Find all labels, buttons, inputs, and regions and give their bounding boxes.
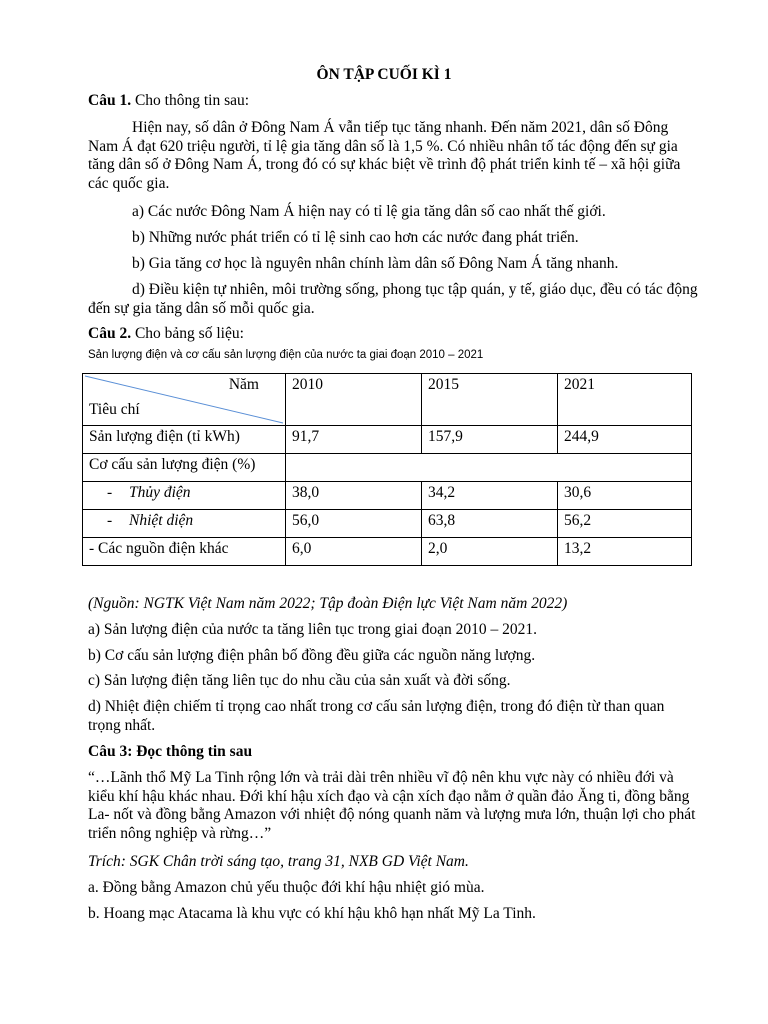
q1-option-b: b) Những nước phát triển có tỉ lệ sinh cao hơn các nước đang phát triển.	[132, 229, 579, 246]
q1-heading	[88, 92, 698, 111]
q1-passage: Hiện nay, số dân ở Đông Nam Á vẫn tiếp tục tăng nhanh. Đến năm 2021, dân số Đông Nam Á đạt 620 triệu người, tỉ lệ gia tăng dân số là 1,5 %. Có nhiều nhân tố tác động đến sự gia tăng dân số ở Đông Nam Á, trong đó có sự khác biệt về trình độ phát triển kinh tế – xã hội giữa các quốc gia.	[88, 119, 681, 192]
table-cell: 6,0	[286, 538, 422, 566]
table-cell: 13,2	[558, 538, 692, 566]
row-label: - Các nguồn điện khác	[83, 538, 286, 566]
q2-option-c: c) Sản lượng điện tăng liên tục do nhu cầu của sản xuất và đời sống.	[88, 672, 511, 689]
q1-option-c: b) Gia tăng cơ học là nguyên nhân chính làm dân số Đông Nam Á tăng nhanh.	[132, 255, 619, 272]
q1-option-d: d) Điều kiện tự nhiên, môi trường sống, phong tục tập quán, y tế, giáo dục, đều có tác động đến sự gia tăng dân số mỗi quốc gia.	[88, 281, 698, 317]
q2-option-a: a) Sản lượng điện của nước ta tăng liên tục trong giai đoạn 2010 – 2021.	[88, 621, 538, 638]
header-year-2010: 2010	[286, 374, 422, 426]
row-label-text: Nhiệt diện	[129, 512, 194, 529]
table-cell: 63,8	[422, 510, 558, 538]
table-row	[83, 538, 692, 566]
page-title: ÔN TẬP CUỐI KÌ 1	[316, 66, 452, 83]
q1-intro: Cho thông tin sau:	[131, 92, 250, 109]
q2-option-d: d) Nhiệt điện chiếm tỉ trọng cao nhất trong cơ cấu sản lượng điện, trong đó điện từ than quan trọng nhất.	[88, 698, 665, 734]
table-row	[83, 454, 692, 482]
table-cell: 56,0	[286, 510, 422, 538]
table-cell-merged	[286, 454, 692, 482]
row-label: Sản lượng điện (tỉ kWh)	[83, 426, 286, 454]
data-table	[82, 373, 692, 566]
table-cell: 2,0	[422, 538, 558, 566]
header-year-2015: 2015	[422, 374, 558, 426]
header-year-2021: 2021	[558, 374, 692, 426]
q2-label: Câu 2.	[88, 325, 132, 342]
q3-citation: Trích: SGK Chân trời sáng tạo, trang 31, NXB GD Việt Nam.	[88, 853, 469, 870]
header-year-label: Năm	[228, 376, 259, 393]
q1-option-a: a) Các nước Đông Nam Á hiện nay có tỉ lệ gia tăng dân số cao nhất thế giới.	[132, 203, 606, 220]
q1-label: Câu 1.	[88, 92, 132, 109]
table-caption: Sản lượng điện và cơ cấu sản lượng điện của nước ta giai đoạn 2010 – 2021	[88, 349, 484, 361]
table-cell: 34,2	[422, 482, 558, 510]
q3-quote: “…Lãnh thổ Mỹ La Tinh rộng lớn và trải dài trên nhiều vĩ độ nên khu vực này có nhiều đới và kiểu khí hậu khác nhau. Đới khí hậu xích đạo và cận xích đạo nằm ở quần đảo Ăng ti, đồng bằng La- nốt và đồng bằng Amazon với nhiệt độ nóng quanh năm và lượng mưa lớn, thuận lợi cho phát triển nông nghiệp và rừng…”	[88, 769, 696, 842]
table-row	[83, 426, 692, 454]
row-label-hydro	[83, 482, 286, 510]
table-cell: 30,6	[558, 482, 692, 510]
table-header-row	[83, 374, 692, 426]
table-header-diagonal-cell	[83, 374, 286, 426]
row-dash: -	[107, 512, 113, 529]
q3-option-b: b. Hoang mạc Atacama là khu vực có khí hậu khô hạn nhất Mỹ La Tinh.	[88, 905, 536, 922]
q2-intro: Cho bảng số liệu:	[131, 325, 244, 342]
table-cell: 56,2	[558, 510, 692, 538]
table-row	[83, 482, 692, 510]
table-cell: 244,9	[558, 426, 692, 454]
table-row	[83, 510, 692, 538]
table-cell: 157,9	[422, 426, 558, 454]
header-criteria-label: Tiêu chí	[89, 401, 140, 418]
q3-option-a: a. Đồng bằng Amazon chủ yếu thuộc đới khí hậu nhiệt gió mùa.	[88, 879, 485, 896]
row-label: Cơ cấu sản lượng điện (%)	[83, 454, 286, 482]
q2-option-b: b) Cơ cấu sản lượng điện phân bố đồng đều giữa các nguồn năng lượng.	[88, 647, 536, 664]
table-cell: 91,7	[286, 426, 422, 454]
table-source: (Nguồn: NGTK Việt Nam năm 2022; Tập đoàn Điện lực Việt Nam năm 2022)	[88, 595, 568, 612]
row-label-thermal	[83, 510, 286, 538]
q3-heading: Câu 3: Đọc thông tin sau	[88, 743, 253, 760]
row-dash: -	[107, 484, 113, 501]
row-label-text: Thủy điện	[129, 484, 191, 501]
table-cell: 38,0	[286, 482, 422, 510]
q2-heading	[88, 325, 698, 344]
